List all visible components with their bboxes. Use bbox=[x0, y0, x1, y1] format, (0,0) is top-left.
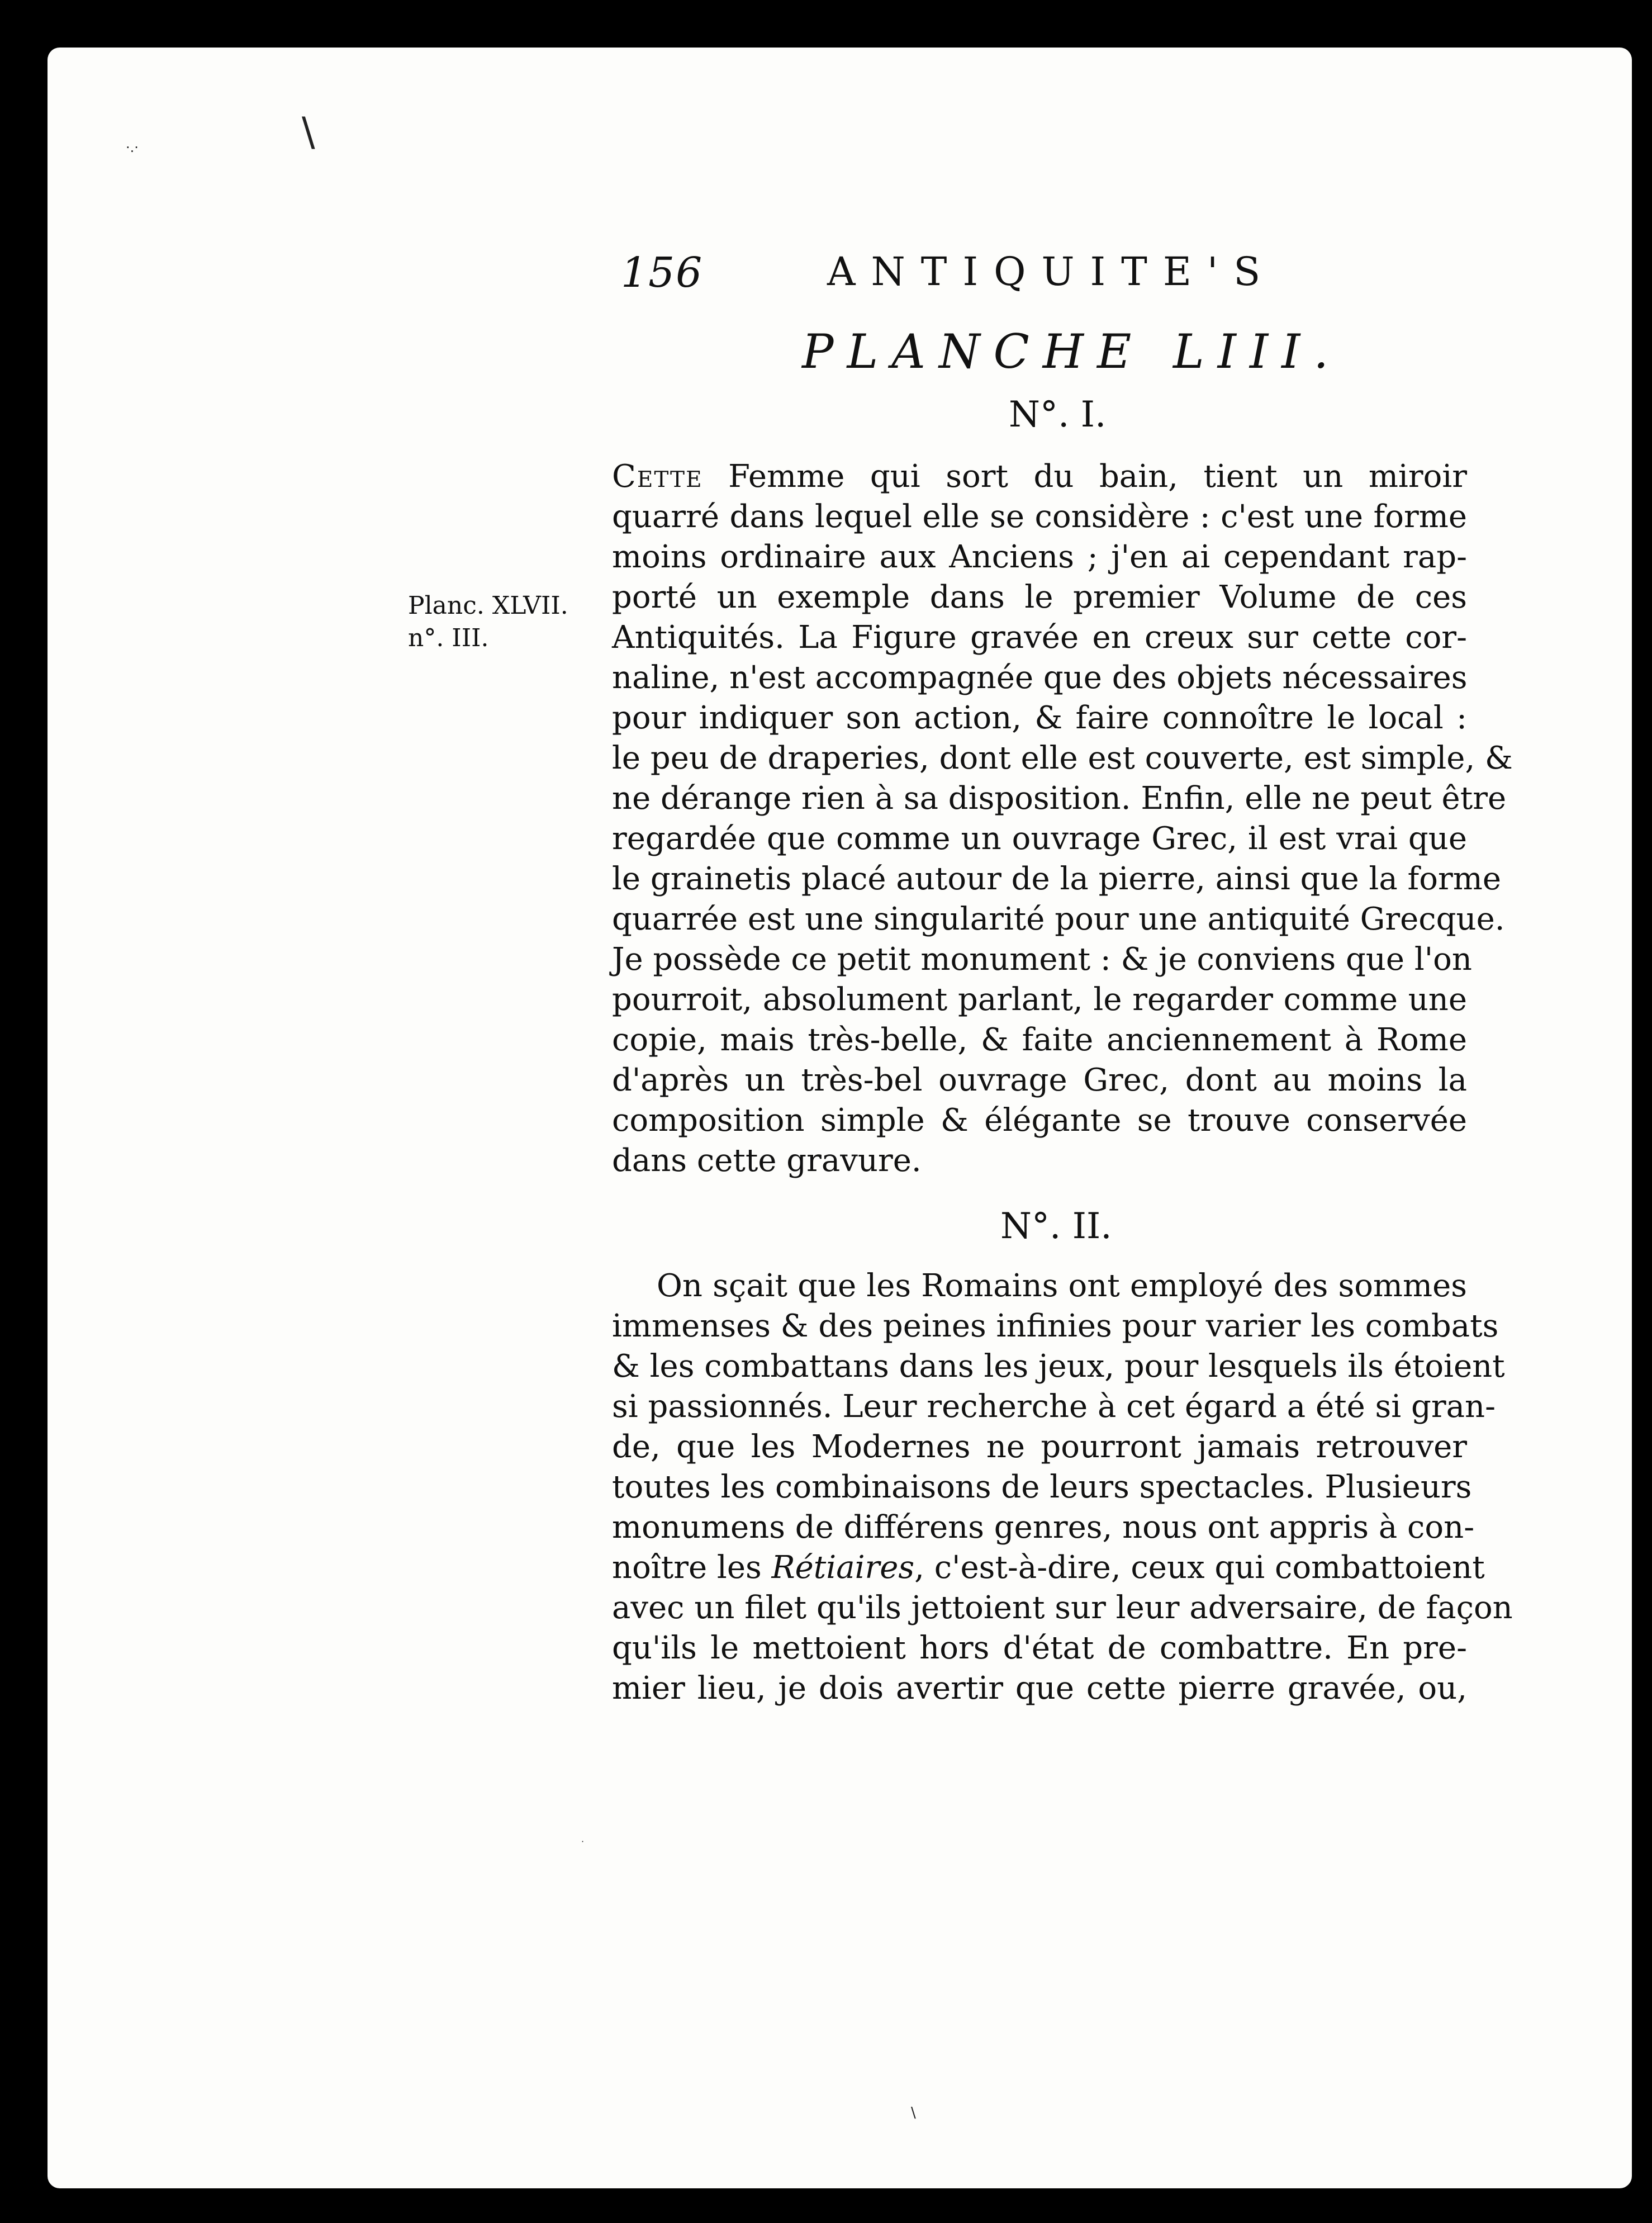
text-line: qu'ils le mettoient hors d'état de combattre. En pre- bbox=[612, 1630, 1467, 1666]
text-line: d'après un très-bel ouvrage Grec, dont au moins la bbox=[612, 1062, 1467, 1098]
text-line bbox=[612, 457, 1467, 497]
text-line: mier lieu, je dois avertir que cette pierre gravée, ou, bbox=[612, 1670, 1467, 1707]
text-line: si passionnés. Leur recherche à cet égard a été si gran- bbox=[612, 1388, 1496, 1425]
ink-speck: ·.· bbox=[126, 140, 139, 155]
text-line: naline, n'est accompagnée que des objets nécessaires bbox=[612, 660, 1468, 696]
text-line: toutes les combinaisons de leurs spectacles. Plusieurs bbox=[612, 1469, 1472, 1505]
text-line-rest: Femme qui sort du bain, tient un miroir bbox=[702, 458, 1467, 495]
paragraph-2 bbox=[612, 1266, 1513, 1709]
text-segment: noître les bbox=[612, 1549, 772, 1586]
paragraph-1 bbox=[612, 457, 1513, 1181]
text-line: quarrée est une singularité pour une antiquité Grecque. bbox=[612, 901, 1505, 937]
text-line: quarré dans lequel elle se considère : c'est une forme bbox=[612, 499, 1467, 535]
page-number: 156 bbox=[621, 249, 704, 297]
ink-speck: \ bbox=[911, 2104, 916, 2121]
text-line: avec un filet qu'ils jettoient sur leur adversaire, de façon bbox=[612, 1590, 1513, 1626]
text-line: regardée que comme un ouvrage Grec, il est vrai que bbox=[612, 821, 1467, 857]
text-line: porté un exemple dans le premier Volume de ces bbox=[612, 579, 1467, 615]
section-heading-1: N°. I. bbox=[1009, 394, 1107, 435]
text-line: ne dérange rien à sa disposition. Enfin, elle ne peut être bbox=[612, 780, 1507, 817]
text-line: monumens de différens genres, nous ont appris à con- bbox=[612, 1509, 1475, 1546]
page-header bbox=[606, 249, 1333, 310]
text-line bbox=[612, 1548, 1485, 1588]
text-line: moins ordinaire aux Anciens ; j'en ai cependant rap- bbox=[612, 539, 1467, 575]
ink-mark: \ bbox=[302, 109, 315, 155]
text-segment: , c'est-à-dire, ceux qui combattoient bbox=[914, 1549, 1485, 1586]
text-line: pour indiquer son action, & faire connoître le local : bbox=[612, 700, 1467, 736]
section-heading-2: N°. II. bbox=[1000, 1206, 1112, 1247]
text-line: de, que les Modernes ne pourront jamais retrouver bbox=[612, 1429, 1467, 1465]
italic-term: Rétiaires bbox=[771, 1549, 915, 1586]
text-line: le peu de draperies, dont elle est couverte, est simple, & bbox=[612, 740, 1513, 776]
text-line: dans cette gravure. bbox=[612, 1143, 922, 1179]
plate-title: PLANCHE LIII. bbox=[802, 324, 1342, 379]
text-line: copie, mais très-belle, & faite anciennement à Rome bbox=[612, 1022, 1467, 1058]
text-line: pourroit, absolument parlant, le regarder comme une bbox=[612, 982, 1467, 1018]
text-line: Antiquités. La Figure gravée en creux sur cette cor- bbox=[612, 619, 1467, 656]
page-sheet bbox=[48, 48, 1632, 2188]
running-title: ANTIQUITE'S bbox=[827, 249, 1276, 295]
margin-note-line: Planc. XLVII. bbox=[408, 591, 568, 620]
text-line: composition simple & élégante se trouve conservée bbox=[612, 1102, 1467, 1139]
text-line: le grainetis placé autour de la pierre, ainsi que la forme bbox=[612, 861, 1501, 897]
text-line: Je possède ce petit monument : & je conviens que l'on bbox=[612, 941, 1472, 978]
margin-note-line: n°. III. bbox=[408, 624, 489, 652]
drop-word: Cette bbox=[612, 458, 703, 495]
margin-note bbox=[408, 590, 568, 655]
ink-speck: · bbox=[581, 1836, 585, 1847]
text-line: & les combattans dans les jeux, pour lesquels ils étoient bbox=[612, 1348, 1505, 1385]
text-line: immenses & des peines infinies pour varier les combats bbox=[612, 1308, 1499, 1344]
text-line: On sçait que les Romains ont employé des sommes bbox=[657, 1268, 1467, 1304]
